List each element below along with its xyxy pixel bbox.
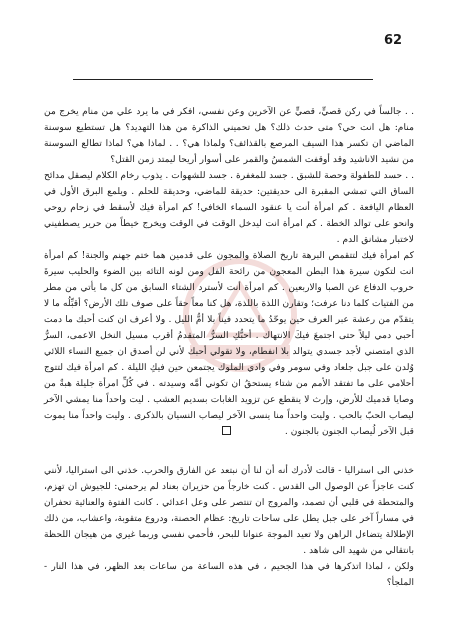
paragraph-4: خذني الى استراليا - قالت لأدرك أنه أن لنا أن نبتعد عن الفارق والحرب. خذني الى استراليا، لأنني كنت عاجزاً عن الوصول الى القدس . كنت خارجاً من حزيران بعناد لم يرحمني: للجيوش ان تهزم، والمتحطة في قلبي أن تصمد، والمروج ان تنتصر على وعل اعدائي . كانت الفتوة والعنائية تحفران في مساراً آخر على جبل يطل على ساحات تاريخ: عظام الحصنة، ودروع متقوبة، واعشاب، من ذلك الإطلالة يتضاءل الراهن ولا تعيد الموجة عنوانا للبحر، فأحمي نفسي وربما غيري من هيجان اللحظة بانتقالي من شهيد الى شاهد .: [44, 465, 414, 556]
section-separator: [222, 426, 231, 435]
header-rule: [73, 79, 373, 80]
paragraph-5: ولكن ، لماذا اتذكرها في هذا الجحيم ، في هذه الساعة من ساعات بعد الظهر، في هذا النار - الملجأ؟: [44, 561, 414, 588]
paragraph-1: . . جالساً في ركن قصيٍّ، قصيٍّ عن الآخرين وعن نفسي، افكر في ما يرد علي من منام يخرج من منام: هل انت حي؟ متى حدث ذلك؟ هل تحميني الذاكرة من هذا التهديد؟ هل تستطيع سوسنة الماضي ان تكسر هذا السيف المرصع بالقذائف؟ ولماذا هي؟ . . لماذا هي؟ لماذا تطالع السوسنة من نشيد الاناشيد وقد أوقفت الشمسُ والقمر على أسوار أريحا ليمتد زمن القتل؟: [44, 106, 414, 165]
page-number: 62: [384, 33, 403, 48]
paragraph-3: كم امرأة فيك لتتقمص البرهة تاريخ الصلاة والمجون على قدمين هما ختم جهنم والجنة! كم امرأة انت لتكون سيرة هذا البطن المعجون من رائحة الفل ومن لونه التائه بين الضوء والحليب سيرةَ حروب الدفاع عن الصبا والاربعين . كم امرأة أنت لأسترد الشتاء السابق من كل ما يأتي من مطر من الفتيات كلما دنا عرفت؛ وتقارن اللذة باللذة، هل كنا معاً حقاً على صوف تلك الأرض؟ أقبِّلُه ما لا يتقدّم من رعشة عبر العرف حين يوحّدُ ما يتحدد فيناً بلا أمُّ الليل . ولا أعرف ان كنت أحبك ما دمت أحبي دمي ليلاً حتى اجتمعَ فيكَ الانتهاك . أحبُّكِ السرُّ المتقدمُ أقرب مسيل النخل الاعمى، السرُّ الذي امتصني لأجد جسدي يتوالد بلا انفطام، ولا تقولي أحبك لأني لن أصدق ان جميع النساء اللائي وُلدن على جبل جلعاد وفي سومر وفي وادي الملوك يجتمعن حين فيكِ الليلة . كم امرأة فيك لتتوج أحلامي على ما تفتقد الأمم من شتاء يستحقُ ان تكوني أمَّه وسيدته . في كُلِّ امرأة جليلة هبةٌ من وصايا قدميك للأرض، وإرث لا ينقطع عن تزويد الغابات بسديم العشب . ليت واحداً منا يمشي الآخر ليصاب الحبّ بالحب . وليت واحداً منا ينسى الآخر ليصاب النسيان بالذكرى . وليت واحداً منا يموت قبل الآخر لُيصاب الجنون بالجنون .: [44, 250, 414, 437]
body-text-block-1: [44, 104, 414, 440]
paragraph-2: . . حسد للطفولة وحصة للشبق . جسد للمغفرة . جسد للشهوات . يذوب رخام الكلام ليصقل مدائح الساق التي تمشي المقبرة الى حديقتين: حديقة للماضي، وحديقة للحلم . ويلمع البرق الأول في العظام اليافعة . كم امرأة أنت يا عنقود السماء الخافي! كم امرأة فيك لأسقط في زحام روحي وانحو على توالد الخطة . كم امرأة انت ليدخل الوقت في الوقت ويخرج خيطاً من حرير يصطفيني لاختبار مشانق الدم .: [44, 170, 414, 245]
body-text-block-2: [44, 463, 414, 591]
